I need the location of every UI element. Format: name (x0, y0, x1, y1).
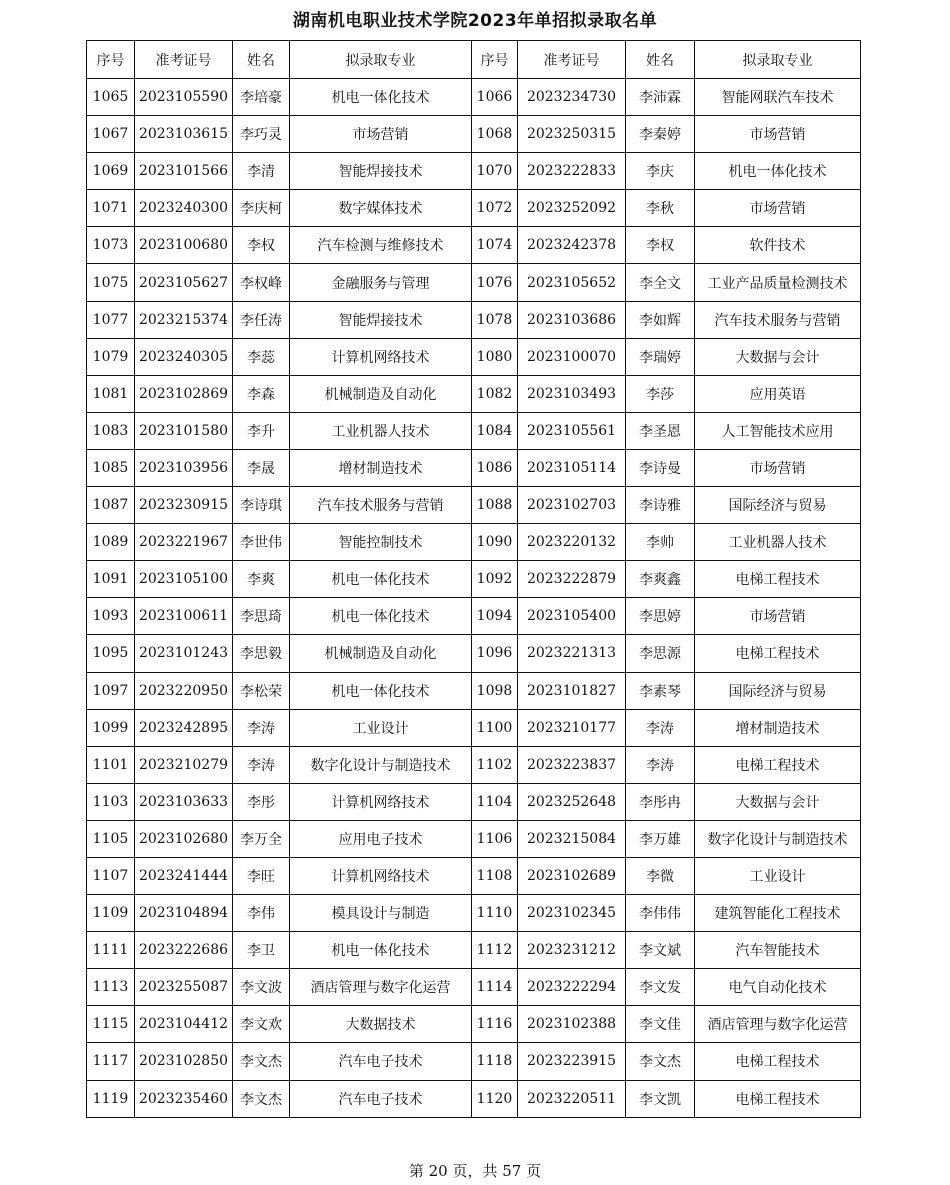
name-header: 姓名 (233, 41, 290, 79)
exam-id-cell: 2023100070 (518, 338, 626, 375)
seq-cell: 1099 (87, 709, 135, 746)
major-cell: 工业设计 (695, 857, 861, 894)
major-cell: 国际经济与贸易 (695, 672, 861, 709)
exam-id-cell: 2023250315 (518, 116, 626, 153)
exam-id-cell: 2023240300 (135, 190, 233, 227)
seq-cell: 1081 (87, 375, 135, 412)
major-cell: 电梯工程技术 (695, 1080, 861, 1117)
seq-cell: 1109 (87, 895, 135, 932)
admission-table (86, 40, 861, 1118)
major-cell: 汽车技术服务与营销 (695, 301, 861, 338)
table-row (87, 672, 861, 709)
major-cell: 计算机网络技术 (290, 338, 472, 375)
major-cell: 市场营销 (695, 116, 861, 153)
seq-cell: 1115 (87, 1006, 135, 1043)
major-cell: 数字化设计与制造技术 (290, 746, 472, 783)
name-cell: 李秦婷 (626, 116, 695, 153)
exam-id-cell: 2023103493 (518, 375, 626, 412)
exam-id-cell: 2023222686 (135, 932, 233, 969)
seq-cell: 1100 (472, 709, 518, 746)
name-cell: 李权 (626, 227, 695, 264)
seq-cell: 1104 (472, 783, 518, 820)
major-cell: 酒店管理与数字化运营 (290, 969, 472, 1006)
major-cell: 酒店管理与数字化运营 (695, 1006, 861, 1043)
seq-cell: 1088 (472, 487, 518, 524)
major-cell: 市场营销 (695, 598, 861, 635)
name-cell: 李涛 (233, 746, 290, 783)
seq-cell: 1094 (472, 598, 518, 635)
name-cell: 李万全 (233, 820, 290, 857)
exam-id-cell: 2023101243 (135, 635, 233, 672)
table-row (87, 301, 861, 338)
major-cell: 市场营销 (290, 116, 472, 153)
table-row (87, 412, 861, 449)
table-row (87, 487, 861, 524)
exam-id-cell: 2023242378 (518, 227, 626, 264)
name-cell: 李文发 (626, 969, 695, 1006)
name-cell: 李思琦 (233, 598, 290, 635)
seq-cell: 1108 (472, 857, 518, 894)
seq-cell: 1084 (472, 412, 518, 449)
exam-id-cell: 2023210177 (518, 709, 626, 746)
seq-cell: 1117 (87, 1043, 135, 1080)
seq-cell: 1073 (87, 227, 135, 264)
major-cell: 大数据技术 (290, 1006, 472, 1043)
name-cell: 李松荣 (233, 672, 290, 709)
major-cell: 大数据与会计 (695, 338, 861, 375)
major-cell: 计算机网络技术 (290, 857, 472, 894)
seq-cell: 1116 (472, 1006, 518, 1043)
name-cell: 李诗曼 (626, 449, 695, 486)
exam-id-cell: 2023215084 (518, 820, 626, 857)
name-cell: 李帅 (626, 524, 695, 561)
name-cell: 李文欢 (233, 1006, 290, 1043)
exam-id-header: 准考证号 (518, 41, 626, 79)
seq-cell: 1080 (472, 338, 518, 375)
seq-cell: 1120 (472, 1080, 518, 1117)
exam-id-cell: 2023105400 (518, 598, 626, 635)
table-row (87, 524, 861, 561)
seq-cell: 1095 (87, 635, 135, 672)
exam-id-cell: 2023240305 (135, 338, 233, 375)
seq-cell: 1101 (87, 746, 135, 783)
major-cell: 工业机器人技术 (290, 412, 472, 449)
exam-id-cell: 2023105652 (518, 264, 626, 301)
exam-id-cell: 2023103615 (135, 116, 233, 153)
major-cell: 市场营销 (695, 449, 861, 486)
major-cell: 工业机器人技术 (695, 524, 861, 561)
table-row (87, 969, 861, 1006)
seq-cell: 1083 (87, 412, 135, 449)
table-row (87, 783, 861, 820)
major-cell: 汽车电子技术 (290, 1043, 472, 1080)
major-cell: 智能控制技术 (290, 524, 472, 561)
table-row (87, 635, 861, 672)
name-cell: 李涛 (626, 746, 695, 783)
exam-id-cell: 2023102680 (135, 820, 233, 857)
seq-cell: 1097 (87, 672, 135, 709)
major-cell: 模具设计与制造 (290, 895, 472, 932)
table-row (87, 153, 861, 190)
table-body (87, 79, 861, 1118)
name-cell: 李如辉 (626, 301, 695, 338)
major-cell: 机电一体化技术 (290, 672, 472, 709)
exam-id-cell: 2023105561 (518, 412, 626, 449)
exam-id-cell: 2023101827 (518, 672, 626, 709)
name-cell: 李伟伟 (626, 895, 695, 932)
seq-cell: 1067 (87, 116, 135, 153)
seq-cell: 1075 (87, 264, 135, 301)
exam-id-cell: 2023103633 (135, 783, 233, 820)
name-cell: 李巧灵 (233, 116, 290, 153)
exam-id-cell: 2023221313 (518, 635, 626, 672)
exam-id-cell: 2023105114 (518, 449, 626, 486)
table-row (87, 449, 861, 486)
major-cell: 智能焊接技术 (290, 153, 472, 190)
seq-cell: 1086 (472, 449, 518, 486)
seq-cell: 1070 (472, 153, 518, 190)
name-cell: 李诗雅 (626, 487, 695, 524)
name-cell: 李伟 (233, 895, 290, 932)
seq-cell: 1090 (472, 524, 518, 561)
seq-header: 序号 (472, 41, 518, 79)
exam-id-cell: 2023101566 (135, 153, 233, 190)
seq-cell: 1085 (87, 449, 135, 486)
seq-cell: 1065 (87, 79, 135, 116)
seq-cell: 1066 (472, 79, 518, 116)
seq-cell: 1113 (87, 969, 135, 1006)
major-cell: 机电一体化技术 (290, 561, 472, 598)
table-row (87, 709, 861, 746)
table-row (87, 1043, 861, 1080)
exam-id-cell: 2023222879 (518, 561, 626, 598)
name-cell: 李秋 (626, 190, 695, 227)
exam-id-cell: 2023102869 (135, 375, 233, 412)
exam-id-cell: 2023102850 (135, 1043, 233, 1080)
seq-cell: 1119 (87, 1080, 135, 1117)
name-cell: 李彤冉 (626, 783, 695, 820)
seq-cell: 1089 (87, 524, 135, 561)
major-cell: 工业设计 (290, 709, 472, 746)
major-cell: 工业产品质量检测技术 (695, 264, 861, 301)
major-cell: 电梯工程技术 (695, 635, 861, 672)
exam-id-cell: 2023252648 (518, 783, 626, 820)
major-cell: 电梯工程技术 (695, 746, 861, 783)
exam-id-cell: 2023210279 (135, 746, 233, 783)
major-cell: 智能焊接技术 (290, 301, 472, 338)
major-cell: 国际经济与贸易 (695, 487, 861, 524)
seq-cell: 1092 (472, 561, 518, 598)
table-header-row (87, 41, 861, 79)
exam-id-cell: 2023102689 (518, 857, 626, 894)
major-cell: 金融服务与管理 (290, 264, 472, 301)
name-cell: 李万雄 (626, 820, 695, 857)
name-header: 姓名 (626, 41, 695, 79)
name-cell: 李权峰 (233, 264, 290, 301)
exam-id-cell: 2023220950 (135, 672, 233, 709)
name-cell: 李瑞婷 (626, 338, 695, 375)
name-cell: 李微 (626, 857, 695, 894)
name-cell: 李爽 (233, 561, 290, 598)
exam-id-cell: 2023230915 (135, 487, 233, 524)
major-cell: 电梯工程技术 (695, 1043, 861, 1080)
exam-id-cell: 2023223837 (518, 746, 626, 783)
major-cell: 电梯工程技术 (695, 561, 861, 598)
seq-cell: 1082 (472, 375, 518, 412)
major-cell: 增材制造技术 (695, 709, 861, 746)
exam-id-cell: 2023222294 (518, 969, 626, 1006)
exam-id-cell: 2023255087 (135, 969, 233, 1006)
exam-id-cell: 2023241444 (135, 857, 233, 894)
seq-cell: 1069 (87, 153, 135, 190)
exam-id-cell: 2023100611 (135, 598, 233, 635)
seq-cell: 1105 (87, 820, 135, 857)
exam-id-cell: 2023105100 (135, 561, 233, 598)
name-cell: 李沛霖 (626, 79, 695, 116)
name-cell: 李文斌 (626, 932, 695, 969)
table-row (87, 375, 861, 412)
exam-id-cell: 2023220511 (518, 1080, 626, 1117)
seq-cell: 1077 (87, 301, 135, 338)
name-cell: 李文佳 (626, 1006, 695, 1043)
table-row (87, 598, 861, 635)
table-row (87, 1006, 861, 1043)
name-cell: 李庆 (626, 153, 695, 190)
table-row (87, 932, 861, 969)
seq-cell: 1072 (472, 190, 518, 227)
exam-id-cell: 2023104894 (135, 895, 233, 932)
name-cell: 李思毅 (233, 635, 290, 672)
exam-id-cell: 2023235460 (135, 1080, 233, 1117)
exam-id-cell: 2023223915 (518, 1043, 626, 1080)
exam-id-cell: 2023103686 (518, 301, 626, 338)
exam-id-cell: 2023234730 (518, 79, 626, 116)
exam-id-cell: 2023221967 (135, 524, 233, 561)
exam-id-cell: 2023252092 (518, 190, 626, 227)
seq-cell: 1102 (472, 746, 518, 783)
major-cell: 数字媒体技术 (290, 190, 472, 227)
exam-id-header: 准考证号 (135, 41, 233, 79)
table-row (87, 895, 861, 932)
page-footer: 第 20 页，共 57 页 (408, 1162, 542, 1180)
table-row (87, 116, 861, 153)
seq-cell: 1112 (472, 932, 518, 969)
major-cell: 机械制造及自动化 (290, 375, 472, 412)
major-cell: 数字化设计与制造技术 (695, 820, 861, 857)
name-cell: 李文杰 (626, 1043, 695, 1080)
seq-cell: 1093 (87, 598, 135, 635)
major-cell: 应用英语 (695, 375, 861, 412)
exam-id-cell: 2023103956 (135, 449, 233, 486)
seq-cell: 1078 (472, 301, 518, 338)
name-cell: 李世伟 (233, 524, 290, 561)
exam-id-cell: 2023231212 (518, 932, 626, 969)
seq-cell: 1091 (87, 561, 135, 598)
major-cell: 汽车电子技术 (290, 1080, 472, 1117)
major-cell: 机电一体化技术 (695, 153, 861, 190)
page-title: 湖南机电职业技术学院2023年单招拟录取名单 (292, 11, 658, 31)
name-cell: 李文波 (233, 969, 290, 1006)
major-cell: 建筑智能化工程技术 (695, 895, 861, 932)
name-cell: 李爽鑫 (626, 561, 695, 598)
name-cell: 李蕊 (233, 338, 290, 375)
name-cell: 李涛 (233, 709, 290, 746)
exam-id-cell: 2023100680 (135, 227, 233, 264)
name-cell: 李彤 (233, 783, 290, 820)
name-cell: 李素琴 (626, 672, 695, 709)
major-cell: 汽车技术服务与营销 (290, 487, 472, 524)
name-cell: 李权 (233, 227, 290, 264)
major-cell: 电气自动化技术 (695, 969, 861, 1006)
major-cell: 增材制造技术 (290, 449, 472, 486)
seq-cell: 1068 (472, 116, 518, 153)
table-row (87, 227, 861, 264)
name-cell: 李涛 (626, 709, 695, 746)
name-cell: 李文杰 (233, 1043, 290, 1080)
major-cell: 大数据与会计 (695, 783, 861, 820)
name-cell: 李清 (233, 153, 290, 190)
major-header: 拟录取专业 (695, 41, 861, 79)
name-cell: 李旺 (233, 857, 290, 894)
exam-id-cell: 2023105590 (135, 79, 233, 116)
major-cell: 人工智能技术应用 (695, 412, 861, 449)
exam-id-cell: 2023222833 (518, 153, 626, 190)
table-row (87, 561, 861, 598)
name-cell: 李森 (233, 375, 290, 412)
major-cell: 机电一体化技术 (290, 598, 472, 635)
major-cell: 计算机网络技术 (290, 783, 472, 820)
seq-cell: 1103 (87, 783, 135, 820)
table-row (87, 79, 861, 116)
seq-cell: 1087 (87, 487, 135, 524)
exam-id-cell: 2023104412 (135, 1006, 233, 1043)
major-cell: 软件技术 (695, 227, 861, 264)
exam-id-cell: 2023242895 (135, 709, 233, 746)
seq-cell: 1076 (472, 264, 518, 301)
name-cell: 李卫 (233, 932, 290, 969)
major-header: 拟录取专业 (290, 41, 472, 79)
seq-cell: 1118 (472, 1043, 518, 1080)
exam-id-cell: 2023102388 (518, 1006, 626, 1043)
table-row (87, 820, 861, 857)
table-row (87, 1080, 861, 1117)
seq-cell: 1074 (472, 227, 518, 264)
name-cell: 李晟 (233, 449, 290, 486)
table-row (87, 746, 861, 783)
major-cell: 汽车智能技术 (695, 932, 861, 969)
major-cell: 汽车检测与维修技术 (290, 227, 472, 264)
name-cell: 李庆柯 (233, 190, 290, 227)
name-cell: 李全文 (626, 264, 695, 301)
seq-cell: 1111 (87, 932, 135, 969)
seq-cell: 1106 (472, 820, 518, 857)
name-cell: 李文杰 (233, 1080, 290, 1117)
name-cell: 李诗琪 (233, 487, 290, 524)
name-cell: 李文凯 (626, 1080, 695, 1117)
major-cell: 应用电子技术 (290, 820, 472, 857)
major-cell: 机电一体化技术 (290, 932, 472, 969)
seq-cell: 1096 (472, 635, 518, 672)
table-row (87, 857, 861, 894)
exam-id-cell: 2023220132 (518, 524, 626, 561)
table-row (87, 190, 861, 227)
name-cell: 李升 (233, 412, 290, 449)
seq-cell: 1107 (87, 857, 135, 894)
exam-id-cell: 2023102345 (518, 895, 626, 932)
major-cell: 机电一体化技术 (290, 79, 472, 116)
seq-header: 序号 (87, 41, 135, 79)
major-cell: 机械制造及自动化 (290, 635, 472, 672)
table-row (87, 338, 861, 375)
name-cell: 李思婷 (626, 598, 695, 635)
major-cell: 智能网联汽车技术 (695, 79, 861, 116)
exam-id-cell: 2023102703 (518, 487, 626, 524)
seq-cell: 1114 (472, 969, 518, 1006)
name-cell: 李培豪 (233, 79, 290, 116)
name-cell: 李思源 (626, 635, 695, 672)
name-cell: 李圣恩 (626, 412, 695, 449)
seq-cell: 1071 (87, 190, 135, 227)
major-cell: 市场营销 (695, 190, 861, 227)
exam-id-cell: 2023105627 (135, 264, 233, 301)
seq-cell: 1098 (472, 672, 518, 709)
name-cell: 李莎 (626, 375, 695, 412)
table-row (87, 264, 861, 301)
exam-id-cell: 2023215374 (135, 301, 233, 338)
name-cell: 李任涛 (233, 301, 290, 338)
exam-id-cell: 2023101580 (135, 412, 233, 449)
seq-cell: 1110 (472, 895, 518, 932)
seq-cell: 1079 (87, 338, 135, 375)
